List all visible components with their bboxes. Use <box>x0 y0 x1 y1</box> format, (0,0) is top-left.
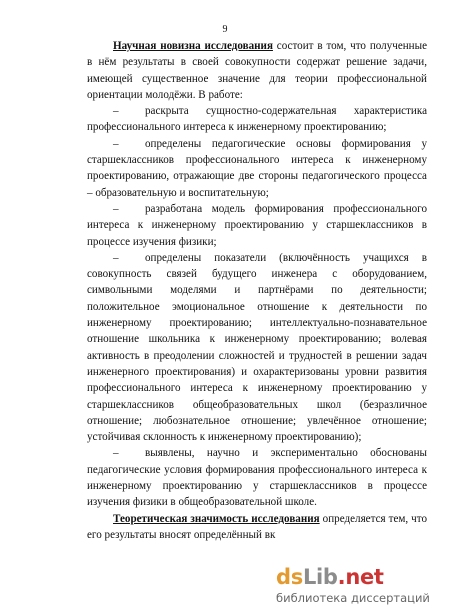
list-item-text: раскрыта сущностно-содержательная характеристика профессионального интереса к инженерному проектированию; <box>87 105 427 134</box>
watermark-subtitle: библиотека диссертаций <box>276 591 430 605</box>
list-item-text: определены педагогические основы формирования у старшеклассников профессионального интереса к инженерному проектированию, отражающие две стороны педагогического процесса – образовательную и воспитательную; <box>87 137 427 199</box>
list-dash: – <box>113 447 119 460</box>
paragraph-theoretical <box>87 511 427 544</box>
list-dash: – <box>113 105 119 118</box>
list-item <box>87 445 427 510</box>
list-item-text: разработана модель формирования профессионального интереса к инженерному проектированию у старшеклассников в процессе изучения физики; <box>87 202 427 248</box>
list-item-text: выявлены, научно и экспериментально обоснованы педагогические условия формирования профессионального интереса к инженерному проектированию у старшеклассников в процессе изучения физики в общеобразовательной школе. <box>87 447 427 509</box>
novelty-text: состоит в том, что полученные в нём результаты в своей совокупности содержат решение задачи, имеющей существенное значение для теории профессиональной ориентации молодёжи. В работе: <box>87 40 427 101</box>
list-dash: – <box>113 137 119 150</box>
novelty-heading: Научная новизна исследования <box>113 40 273 52</box>
watermark-logo <box>268 565 443 609</box>
list-item <box>87 201 427 250</box>
theoretical-heading: Теоретическая значимость исследования <box>113 512 320 525</box>
list-dash: – <box>113 202 119 215</box>
list-item <box>87 250 427 446</box>
list-dash: – <box>113 251 119 264</box>
watermark-title: dsLib.net <box>276 565 384 589</box>
list-item <box>87 103 427 136</box>
page-number: 9 <box>222 24 228 35</box>
paragraph-novelty <box>87 38 427 103</box>
list-item <box>87 136 427 201</box>
theoretical-text: определяется тем, что его результаты вносят определённый вк <box>87 512 428 541</box>
list-item-text: определены показатели (включённость учащихся в совокупность связей будущего инженера с оборудованием, символьными моделями и партнёрами по деятельности; положительное эмоциональное отношение к деятельности по инженерному проектированию; интеллектуально-познавательное отношение школьника к инженерному проектированию; волевая активность в преодолении сложностей и трудностей в решении задач инженерного проектирования) и охарактеризованы уровни развития профессионального интереса к инженерному проектированию у старшеклассников общеобразовательных школ (безразличное отношение; любознательное отношение; увлечённое отношение; устойчивая склонность к инженерному проектированию); <box>87 251 427 444</box>
body-text <box>87 38 427 543</box>
